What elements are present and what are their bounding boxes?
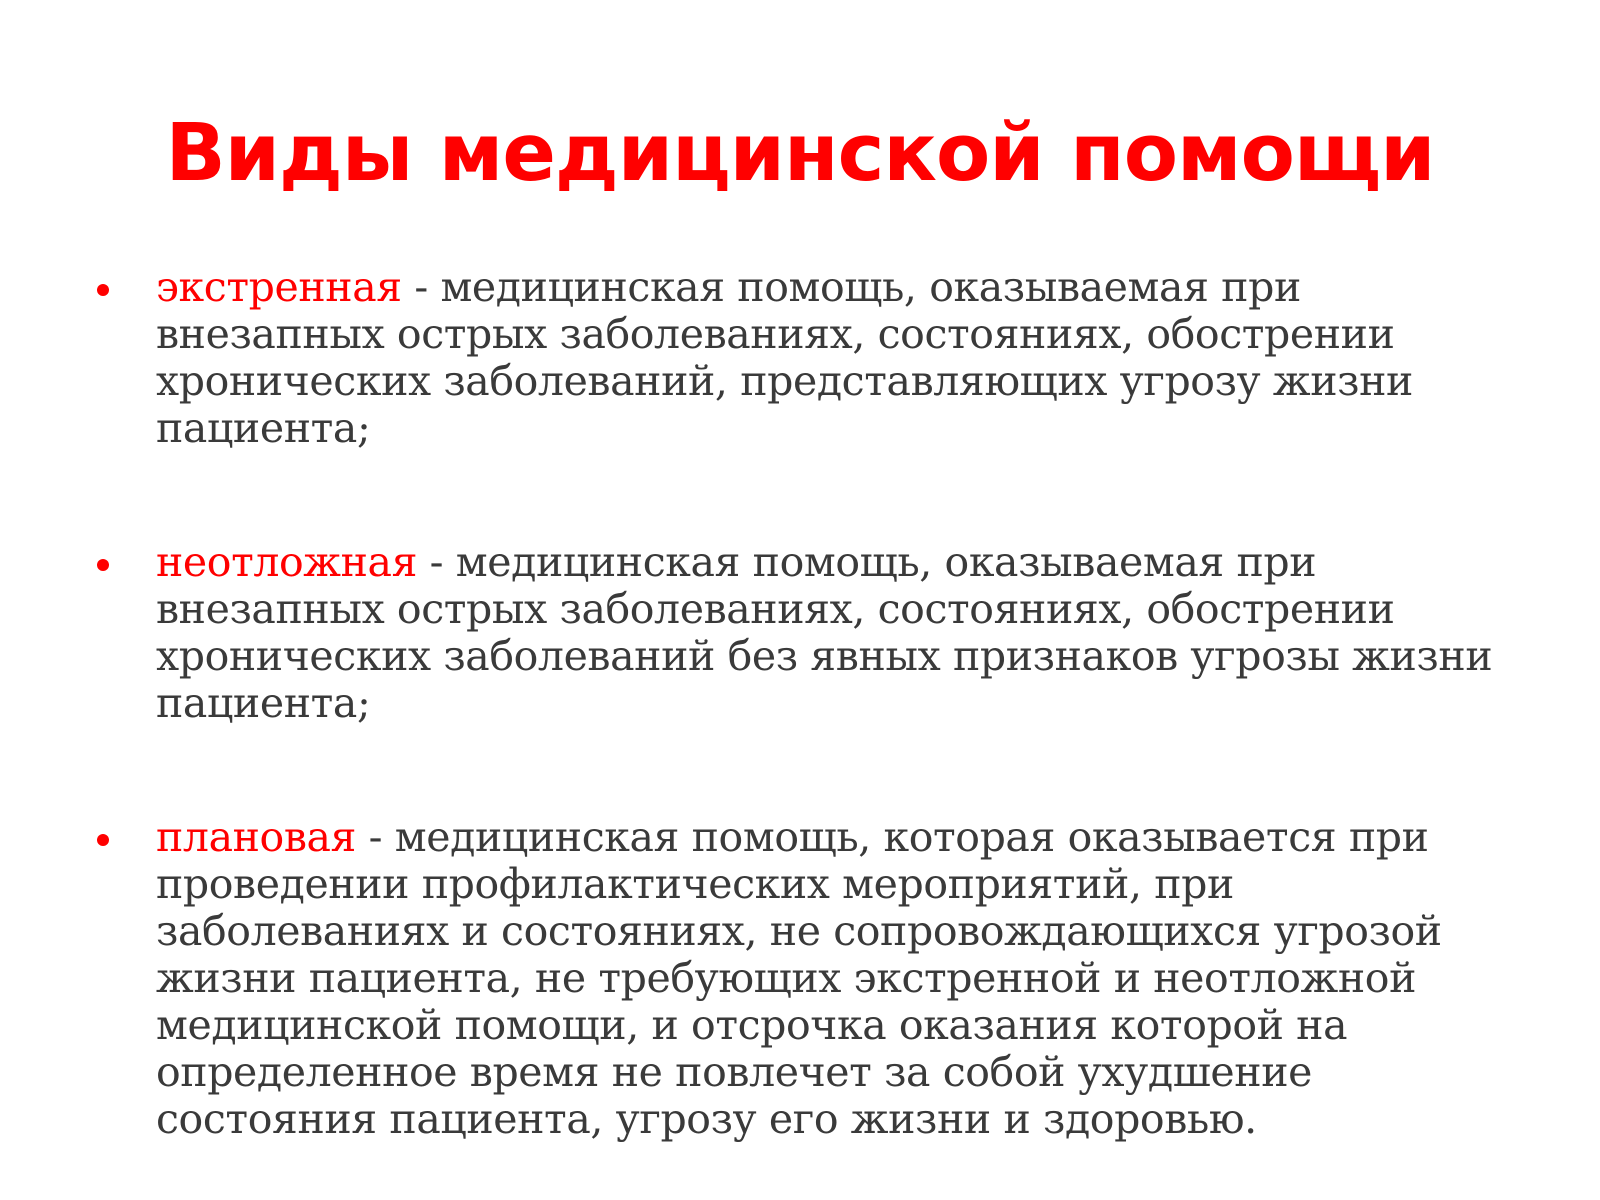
definition-planned: - медицинская помощь, которая оказывается при проведении профилактических мероприятий, при заболеваниях и состояниях, не сопровождающихся угрозой жизни пациента, не требующих экстренной и неотложной медицинской помощи, и отсрочка оказания которой на определенное время не повлечет за собой ухудшение состояния пациента, угрозу его жизни и здоровью. xyxy=(156,813,1442,1143)
list-item-urgent xyxy=(0,539,1600,727)
list-item-emergency xyxy=(0,264,1600,452)
definition-emergency: - медицинская помощь, оказываемая при внезапных острых заболеваниях, состояниях, обострении хронических заболеваний, представляющих угрозу жизни пациента; xyxy=(156,263,1413,452)
bullet-icon xyxy=(97,284,109,296)
definition-list xyxy=(0,264,1600,1143)
bullet-icon xyxy=(97,834,109,846)
definition-urgent: - медицинская помощь, оказываемая при внезапных острых заболеваниях, состояниях, обострении хронических заболеваний без явных признаков угрозы жизни пациента; xyxy=(156,538,1493,727)
term-planned: плановая xyxy=(156,813,357,861)
term-emergency: экстренная xyxy=(156,263,402,311)
bullet-icon xyxy=(97,559,109,571)
list-item-planned xyxy=(0,814,1600,1143)
term-urgent: неотложная xyxy=(156,538,418,586)
slide-title: Виды медицинской помощи xyxy=(165,107,1435,199)
